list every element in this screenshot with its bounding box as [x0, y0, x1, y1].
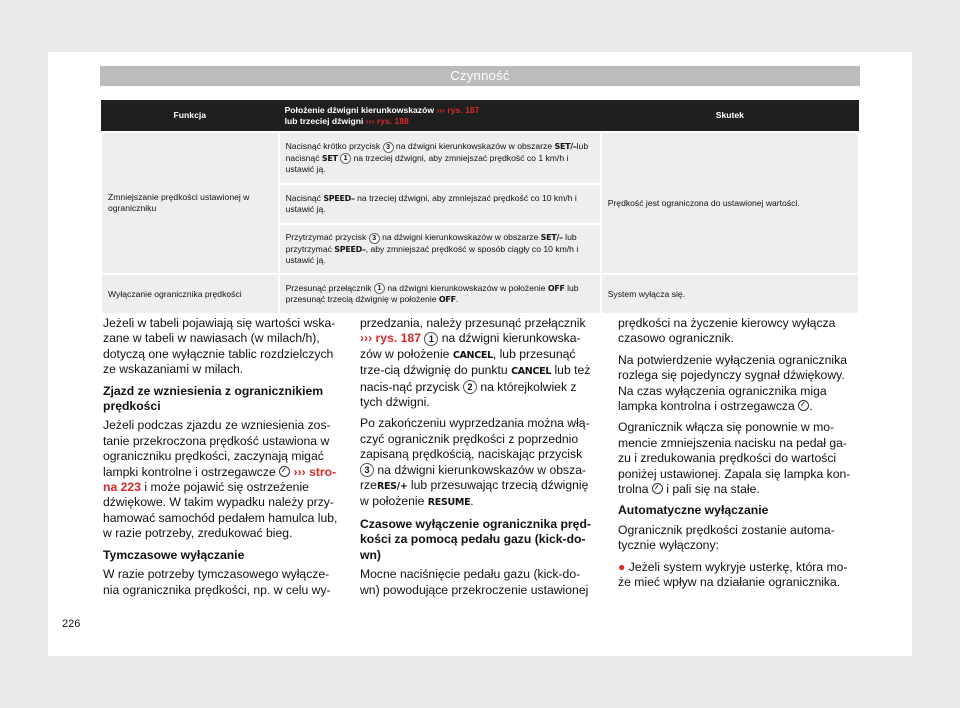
paragraph: Ogranicznik prędkości zostanie automa-tycznie wyłączony:: [618, 522, 835, 553]
key-label: SPEED–: [323, 194, 355, 203]
function-table: [100, 100, 860, 315]
speed-limiter-lamp-icon: [798, 400, 809, 411]
text-column-1: [103, 316, 341, 604]
key-label: OFF: [547, 283, 565, 293]
section-title: Czynność: [100, 66, 860, 86]
list-item: ● Jeżeli system wykryje usterkę, która mo-że mieć wpływ na działanie ogranicznika.: [618, 559, 848, 590]
number-badge: 3: [369, 233, 380, 244]
speed-limiter-lamp-icon: [279, 466, 290, 477]
text-column-3: [618, 316, 856, 597]
key-label: SPEED–: [334, 244, 366, 254]
number-badge: 1: [424, 332, 438, 346]
cell-function: Wyłączanie ogranicznika prędkości: [101, 274, 279, 314]
key-label: SET/–: [554, 142, 577, 152]
ref-link[interactable]: ››› rys. 187: [436, 104, 480, 115]
text-column-2: [360, 316, 598, 604]
paragraph: przedzania, należy przesunąć przełącznik ››› rys. 187 1 na dźwigni kierunkowska-zów w położenie CANCEL, lub przesunąć trze-cią dźwignię do punktu CANCEL lub też nacis-nąć przycisk 2 na którejkolwiek z tych dźwigni.: [360, 316, 591, 410]
paragraph: Na potwierdzenie wyłączenia ogranicznika rozlega się pojedynczy sygnał dźwiękowy. Na czas wyłączenia ogranicznika miga lampka kontrolna i ostrzegawcza .: [618, 352, 847, 414]
paragraph: Ogranicznik włącza się ponownie w mo-mencie zmniejszenia nacisku na pedał ga-zu i zredukowania prędkości do wartości poniżej ustawionej. Zapala się lampka kon-trolna i pali się na stałe.: [618, 420, 851, 497]
subheading: Automatyczne wyłączanie: [618, 503, 769, 518]
paragraph: Mocne naciśnięcie pedału gazu (kick-do-wn) powodujące przekroczenie ustawionej: [360, 567, 589, 597]
page-number: 226: [62, 618, 81, 630]
key-label: CANCEL: [511, 366, 552, 378]
subheading: Czasowe wyłączenie ogranicznika pręd-kości za pomocą pedału gazu (kick-do-wn): [360, 516, 591, 562]
paragraph: Jeżeli podczas zjazdu ze wzniesienia zos-tanie przekroczona prędkość ustawiona w ograniczniku prędkości, zaczynają migać lampki kontrolne i ostrzegawcze ››› stro-na 223 i może pojawić się ostrzeżenie dźwiękowe. W takim wypadku należy przy-hamować samochód pedałem hamulca lub, w razie potrzeby, zredukować bieg.: [103, 418, 338, 541]
number-badge: 1: [340, 153, 351, 164]
number-badge: 1: [374, 283, 385, 294]
table-header-row: [101, 100, 859, 132]
ref-link[interactable]: ››› rys. 188: [365, 115, 409, 126]
key-label: OFF: [438, 295, 456, 305]
cell-step: Nacisnąć SPEED– na trzeciej dźwigni, aby zmniejszać prędkość co 10 km/h i ustawić ją.: [279, 184, 601, 224]
ref-link[interactable]: ››› rys. 187: [360, 331, 421, 346]
key-label: RESUME: [427, 497, 471, 509]
cell-function: Zmniejszanie prędkości ustawionej w ograniczniku: [101, 132, 279, 274]
subheading: Zjazd ze wzniesienia z ogranicznikiem prędkości: [103, 383, 324, 414]
cell-effect: Prędkość jest ograniczona do ustawionej wartości.: [601, 132, 859, 274]
cell-step: Przesunąć przełącznik 1 na dźwigni kierunkowskazów w położenie OFF lub przesunąć trzecią dźwignię w położenie OFF.: [279, 274, 601, 314]
speed-limiter-lamp-icon: [652, 483, 663, 494]
key-label: SET/–: [540, 233, 563, 243]
key-label: SET: [321, 153, 338, 163]
cell-step: Nacisnąć krótko przycisk 3 na dźwigni kierunkowskazów w obszarze SET/–lub nacisnąć SET 1 na trzeciej dźwigni, aby zmniejszać prędkość co 1 km/h i ustawić ją.: [279, 132, 601, 184]
key-label: RES/+: [376, 481, 408, 493]
key-label: CANCEL: [452, 349, 493, 361]
table-row: [101, 132, 859, 184]
paragraph: Jeżeli w tabeli pojawiają się wartości wska-zane w tabeli w nawiasach (w milach/h), dotyczą one wyłącznie tablic rozdzielczych ze wskazaniami w milach.: [103, 316, 336, 377]
bullet-icon: ●: [618, 559, 626, 574]
cell-effect: System wyłącza się.: [601, 274, 859, 314]
paragraph: W razie potrzeby tymczasowego wyłącze-nia ogranicznika prędkości, np. w celu wy-: [103, 567, 331, 597]
subheading: Tymczasowe wyłączanie: [103, 547, 245, 562]
cell-step: Przytrzymać przycisk 3 na dźwigni kierunkowskazów w obszarze SET/– lub przytrzymać SPEED–, aby zmniejszać prędkość w sposób ciągły co 10 km/h i ustawić ją.: [279, 224, 601, 274]
ref-link[interactable]: ››› stro-na 223: [103, 464, 337, 495]
number-badge: 2: [463, 380, 477, 394]
number-badge: 3: [383, 142, 394, 153]
table-row: [101, 274, 859, 314]
paragraph: Po zakończeniu wyprzedzania można włą-czyć ogranicznik prędkości z poprzednio zapisaną prędkością, naciskając przycisk 3 na dźwigni kierunkowskazów w obsza-rzeRES/+ lub przesuwając trzecią dźwignię w położenie RESUME.: [360, 416, 590, 509]
number-badge: 3: [360, 463, 374, 477]
paragraph: prędkości na życzenie kierowcy wyłącza czasowo ogranicznik.: [618, 316, 836, 346]
header-effect: Skutek: [601, 100, 859, 132]
header-position: Położenie dźwigni kierunkowskazów ››› rys. 187 lub trzeciej dźwigni ››› rys. 188: [279, 100, 601, 132]
header-function: Funkcja: [101, 100, 279, 132]
